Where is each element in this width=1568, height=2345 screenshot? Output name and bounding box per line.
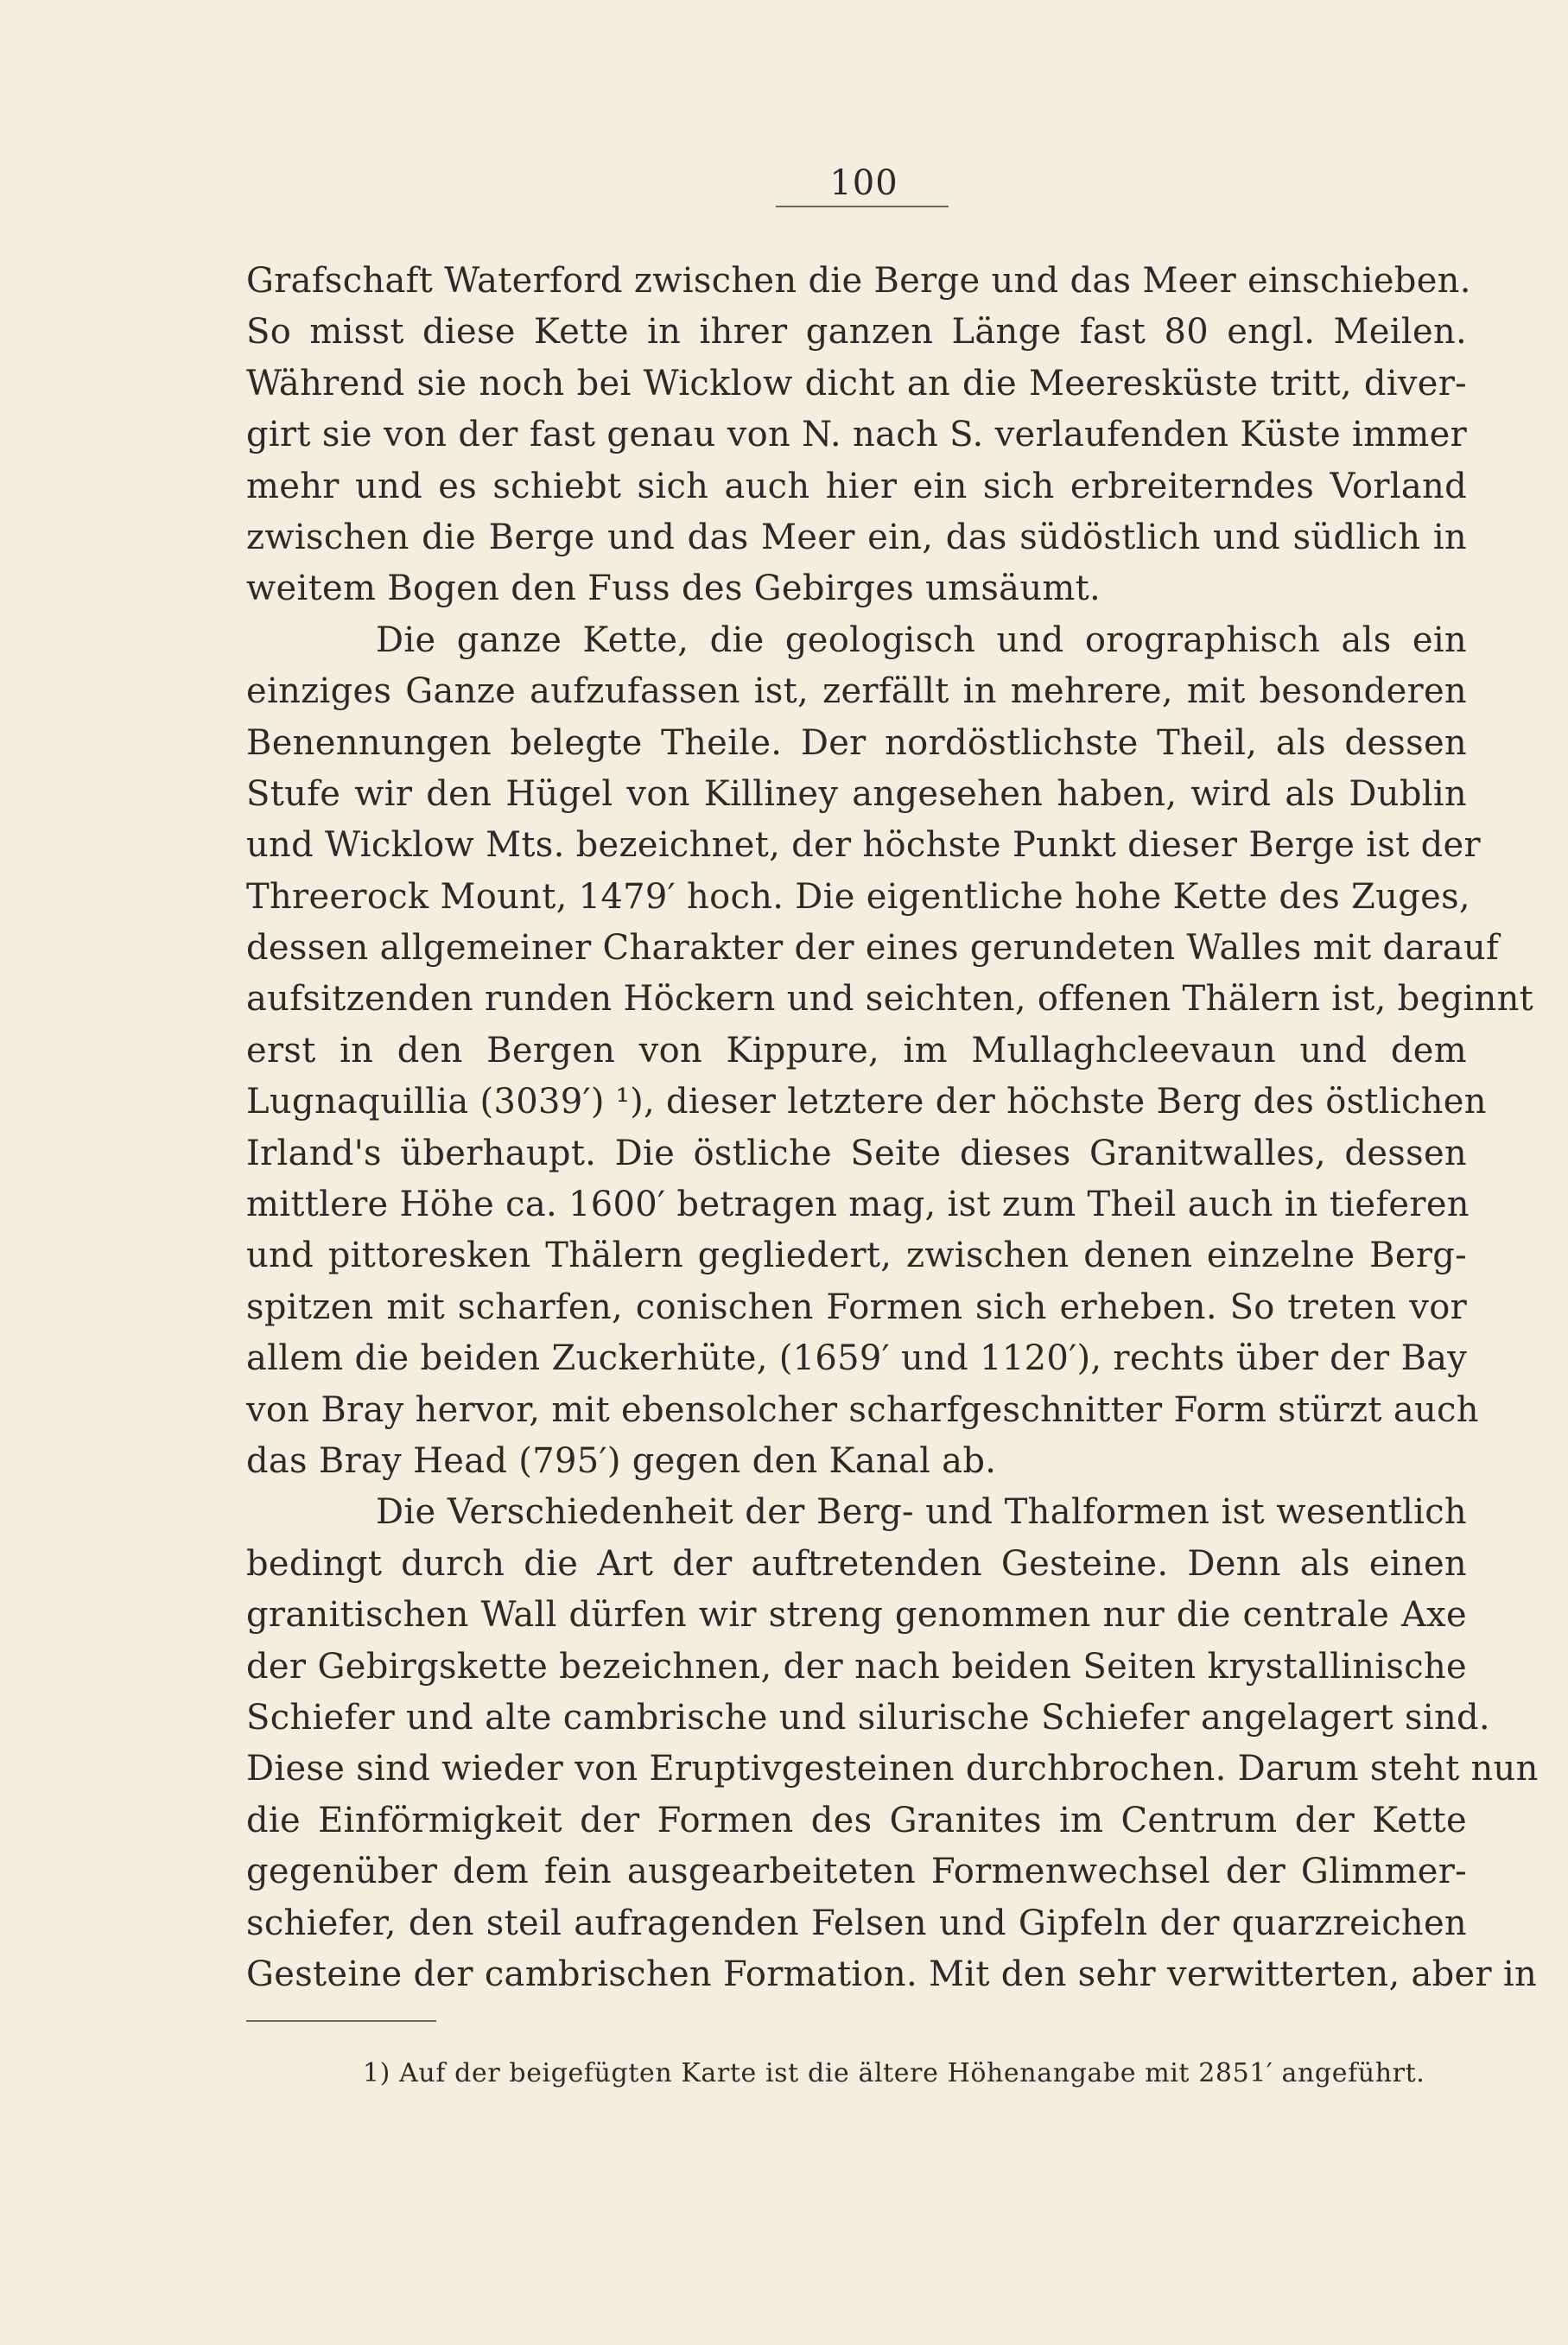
text-line: weitem Bogen den Fuss des Gebirges umsäumt. bbox=[246, 569, 1101, 609]
text-line: Threerock Mount, 1479′ hoch. Die eigentliche hohe Kette des Zuges, bbox=[246, 876, 1470, 917]
text-line: schiefer, den steil aufragenden Felsen und Gipfeln der quarzreichen bbox=[246, 1903, 1467, 1943]
text-line: aufsitzenden runden Höckern und seichten, offenen Thälern ist, beginnt bbox=[246, 979, 1534, 1020]
text-line: bedingt durch die Art der auftretenden Gesteine. Denn als einen bbox=[246, 1543, 1467, 1584]
text-line: Schiefer und alte cambrische und silurische Schiefer angelagert sind. bbox=[246, 1697, 1490, 1738]
text-line: mittlere Höhe ca. 1600′ betragen mag, ist zum Theil auch in tieferen bbox=[246, 1185, 1470, 1225]
text-line: Während sie noch bei Wicklow dicht an die Meeresküste tritt, diver- bbox=[246, 363, 1467, 404]
text-line: erst in den Bergen von Kippure, im Mullaghcleevaun und dem bbox=[246, 1030, 1467, 1071]
text-line: einziges Ganze aufzufassen ist, zerfällt in mehrere, mit besonderen bbox=[246, 671, 1467, 712]
text-line: allem die beiden Zuckerhüte, (1659′ und 1120′), rechts über der Bay bbox=[246, 1338, 1468, 1379]
text-line: Grafschaft Waterford zwischen die Berge und das Meer einschieben. bbox=[246, 261, 1471, 301]
text-line: granitischen Wall dürfen wir streng genommen nur die centrale Axe bbox=[246, 1595, 1467, 1636]
text-line: Irland's überhaupt. Die östliche Seite dieses Granitwalles, dessen bbox=[246, 1133, 1467, 1173]
footnote-marker: 1) bbox=[363, 2058, 390, 2088]
text-line: Stufe wir den Hügel von Killiney angesehen haben, wird als Dublin bbox=[246, 773, 1467, 814]
text-line: So misst diese Kette in ihrer ganzen Länge fast 80 engl. Meilen. bbox=[246, 312, 1467, 353]
body-text bbox=[246, 256, 1539, 2000]
text-line: Die ganze Kette, die geologisch und orographisch als ein bbox=[376, 620, 1467, 660]
page-number: 100 bbox=[829, 163, 898, 203]
footnote-rule bbox=[246, 2020, 436, 2022]
text-line: Die Verschiedenheit der Berg- und Thalformen ist wesentlich bbox=[376, 1492, 1467, 1533]
footnote-text: Auf der beigefügten Karte ist die ältere Höhenangabe mit 2851′ angeführt. bbox=[399, 2058, 1425, 2088]
text-line: die Einförmigkeit der Formen des Granites im Centrum der Kette bbox=[246, 1800, 1467, 1840]
text-line: das Bray Head (795′) gegen den Kanal ab. bbox=[246, 1440, 997, 1481]
text-line: der Gebirgskette bezeichnen, der nach beiden Seiten krystallinische bbox=[246, 1646, 1467, 1687]
text-line: von Bray hervor, mit ebensolcher scharfgeschnitter Form stürzt auch bbox=[246, 1389, 1479, 1430]
text-line: Diese sind wieder von Eruptivgesteinen durchbrochen. Darum steht nun bbox=[246, 1749, 1539, 1789]
page-number-rule bbox=[776, 206, 949, 207]
footnote bbox=[363, 2056, 1425, 2091]
text-line: Lugnaquillia (3039′) ¹), dieser letztere der höchste Berg des östlichen bbox=[246, 1082, 1487, 1122]
text-line: und Wicklow Mts. bezeichnet, der höchste Punkt dieser Berge ist der bbox=[246, 825, 1481, 866]
text-line: mehr und es schiebt sich auch hier ein sich erbreiterndes Vorland bbox=[246, 466, 1467, 506]
text-line: zwischen die Berge und das Meer ein, das südöstlich und südlich in bbox=[246, 517, 1467, 557]
text-line: gegenüber dem fein ausgearbeiteten Formenwechsel der Glimmer- bbox=[246, 1852, 1467, 1892]
text-line: und pittoresken Thälern gegliedert, zwischen denen einzelne Berg- bbox=[246, 1236, 1467, 1276]
text-line: girt sie von der fast genau von N. nach S. verlaufenden Küste immer bbox=[246, 415, 1467, 455]
text-line: spitzen mit scharfen, conischen Formen sich erheben. So treten vor bbox=[246, 1287, 1467, 1327]
text-line: dessen allgemeiner Charakter der eines gerundeten Walles mit darauf bbox=[246, 928, 1500, 969]
text-line: Gesteine der cambrischen Formation. Mit den sehr verwitterten, aber in bbox=[246, 1954, 1538, 1994]
text-line: Benennungen belegte Theile. Der nordöstlichste Theil, als dessen bbox=[246, 722, 1467, 763]
